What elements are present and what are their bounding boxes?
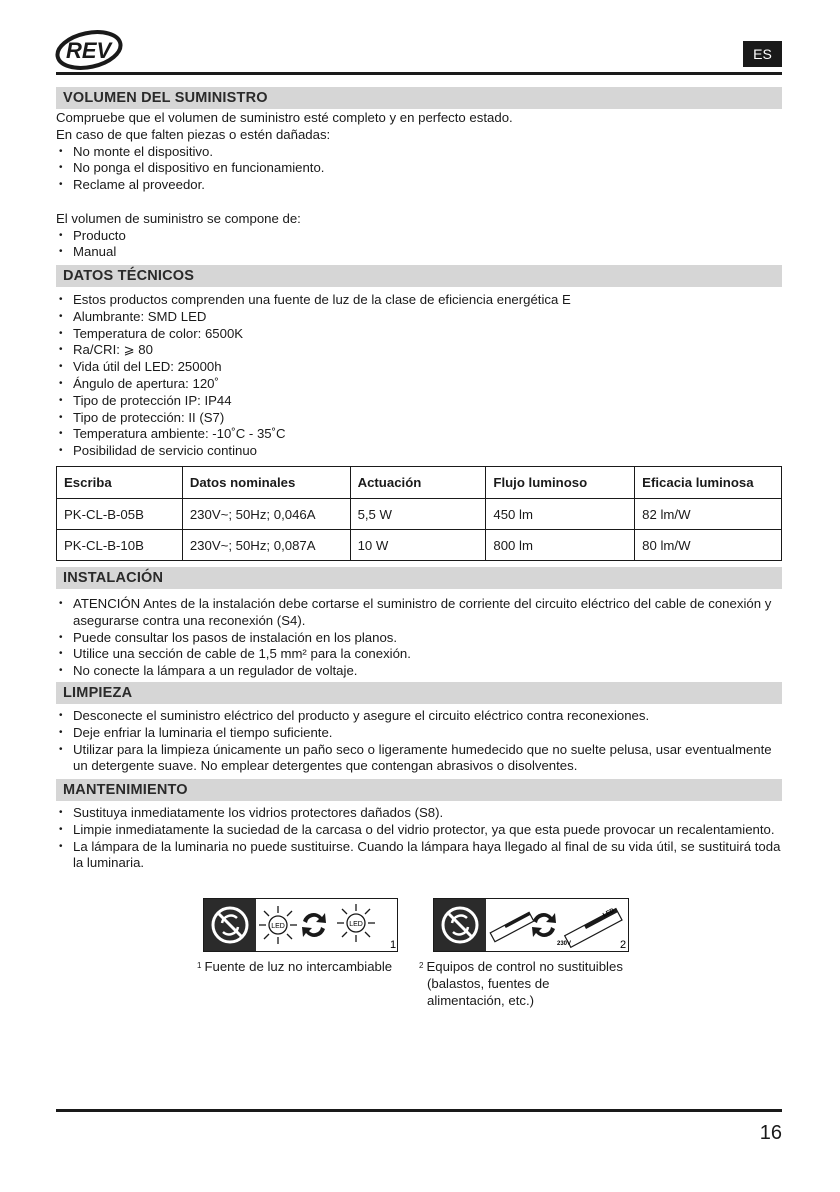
table-header: Datos nominales <box>182 467 350 499</box>
icon-number: 1 <box>390 939 397 951</box>
table-header: Escriba <box>57 467 183 499</box>
table-cell: 800 lm <box>486 530 635 561</box>
mantenimiento-body <box>56 805 782 872</box>
caption-2-line-1: Equipos de control no sustituibles <box>426 959 623 974</box>
list-item: • Temperatura de color: 6500K <box>56 326 782 343</box>
table-header: Eficacia luminosa <box>635 467 782 499</box>
instalacion-body <box>56 596 782 680</box>
non-replaceable-control-gear-icon <box>433 898 629 952</box>
section-title-volumen: VOLUMEN DEL SUMINISTRO <box>56 87 782 109</box>
table-header-row <box>57 467 782 499</box>
caption-2-sup: 2 <box>419 961 424 970</box>
non-replaceable-light-source-icon <box>203 898 398 952</box>
table-cell: 450 lm <box>486 499 635 530</box>
list-item: • Reclame al proveedor. <box>56 177 782 194</box>
table-row <box>57 499 782 530</box>
caption-1-sup: 1 <box>197 961 202 970</box>
list-item: • No conecte la lámpara a un regulador de voltaje. <box>56 663 782 680</box>
list-item: • Posibilidad de servicio continuo <box>56 443 782 460</box>
list-item: • Vida útil del LED: 25000h <box>56 359 782 376</box>
datos-list <box>56 292 782 460</box>
logo-text: REV <box>66 38 112 63</box>
voltage-label: 230V <box>557 941 572 947</box>
table-row <box>57 530 782 561</box>
page-number: 16 <box>759 1122 782 1144</box>
list-item: • Utilice una sección de cable de 1,5 mm² para la conexión. <box>56 646 782 663</box>
list-item: • No ponga el dispositivo en funcionamiento. <box>56 160 782 177</box>
instalacion-list <box>56 596 782 680</box>
volumen-intro-3: El volumen de suministro se compone de: <box>56 210 301 226</box>
caption-1-text: Fuente de luz no intercambiable <box>204 959 393 974</box>
list-item: • Deje enfriar la luminaria el tiempo suficiente. <box>56 725 782 742</box>
table-cell: 230V~; 50Hz; 0,087A <box>182 530 350 561</box>
table-cell: 230V~; 50Hz; 0,046A <box>182 499 350 530</box>
datos-body <box>56 292 782 460</box>
table-header: Flujo luminoso <box>486 467 635 499</box>
icon-number: 2 <box>620 939 627 951</box>
volumen-intro-2: En caso de que falten piezas o estén dañadas: <box>56 126 331 142</box>
volumen-intro-1: Compruebe que el volumen de suministro esté completo y en perfecto estado. <box>56 110 513 125</box>
caption-2 <box>419 959 623 1009</box>
table-header: Actuación <box>350 467 486 499</box>
list-item: • Limpie inmediatamente la suciedad de la carcasa o del vidrio protector, ya que esta puede provocar un recalentamiento. <box>56 822 782 839</box>
led-label: LED <box>271 923 285 930</box>
list-item: • Estos productos comprenden una fuente de luz de la clase de eficiencia energética E <box>56 292 782 309</box>
list-item: • Manual <box>56 244 782 261</box>
language-badge: ES <box>743 41 782 67</box>
table-cell: 82 lm/W <box>635 499 782 530</box>
table-cell: 5,5 W <box>350 499 486 530</box>
list-item: • Utilizar para la limpieza únicamente un paño seco o ligeramente humedecido que no suelte pelusa, usar eventualmente un detergente suave. No emplear detergentes que contengan abrasivos o disolventes. <box>56 742 782 776</box>
rev-logo <box>54 28 124 70</box>
top-rule <box>56 72 782 75</box>
list-item: • Producto <box>56 228 782 245</box>
list-item: • La lámpara de la luminaria no puede sustituirse. Cuando la lámpara haya llegado al final de su vida útil, se sustituirá toda la luminaria. <box>56 839 782 873</box>
caption-2-line-3: alimentación, etc.) <box>427 992 535 1008</box>
list-item: • Tipo de protección: II (S7) <box>56 410 782 427</box>
caption-2-line-2: (balastos, fuentes de <box>427 975 550 991</box>
list-item: • Puede consultar los pasos de instalación en los planos. <box>56 630 782 647</box>
mantenimiento-list <box>56 805 782 872</box>
section-title-instalacion: INSTALACIÓN <box>56 567 782 589</box>
led-label: LED <box>349 921 363 928</box>
list-item: • No monte el dispositivo. <box>56 144 782 161</box>
list-item: • Sustituya inmediatamente los vidrios protectores dañados (S8). <box>56 805 782 822</box>
list-item: • Ra/CRI: ⩾ 80 <box>56 342 782 359</box>
caption-1 <box>197 959 392 976</box>
limpieza-list <box>56 708 782 775</box>
table-cell: PK-CL-B-05B <box>57 499 183 530</box>
volumen-list-2 <box>56 228 782 262</box>
table-cell: 80 lm/W <box>635 530 782 561</box>
list-item: • Alumbrante: SMD LED <box>56 309 782 326</box>
list-item: • Ángulo de apertura: 120˚ <box>56 376 782 393</box>
volumen-body <box>56 110 782 261</box>
volumen-list-1 <box>56 144 782 194</box>
table-cell: 10 W <box>350 530 486 561</box>
bottom-rule <box>56 1109 782 1112</box>
led-label: LED <box>602 907 616 919</box>
list-item: • Desconecte el suministro eléctrico del producto y asegure el circuito eléctrico contra reconexiones. <box>56 708 782 725</box>
specs-table <box>56 466 782 561</box>
list-item: • Tipo de protección IP: IP44 <box>56 393 782 410</box>
list-item: • ATENCIÓN Antes de la instalación debe cortarse el suministro de corriente del circuito eléctrico del cable de conexión y asegurarse contra una reconexión (S4). <box>56 596 782 630</box>
section-title-limpieza: LIMPIEZA <box>56 682 782 704</box>
table-cell: PK-CL-B-10B <box>57 530 183 561</box>
list-item: • Temperatura ambiente: -10˚C - 35˚C <box>56 426 782 443</box>
section-title-datos: DATOS TÉCNICOS <box>56 265 782 287</box>
section-title-mantenimiento: MANTENIMIENTO <box>56 779 782 801</box>
limpieza-body <box>56 708 782 775</box>
